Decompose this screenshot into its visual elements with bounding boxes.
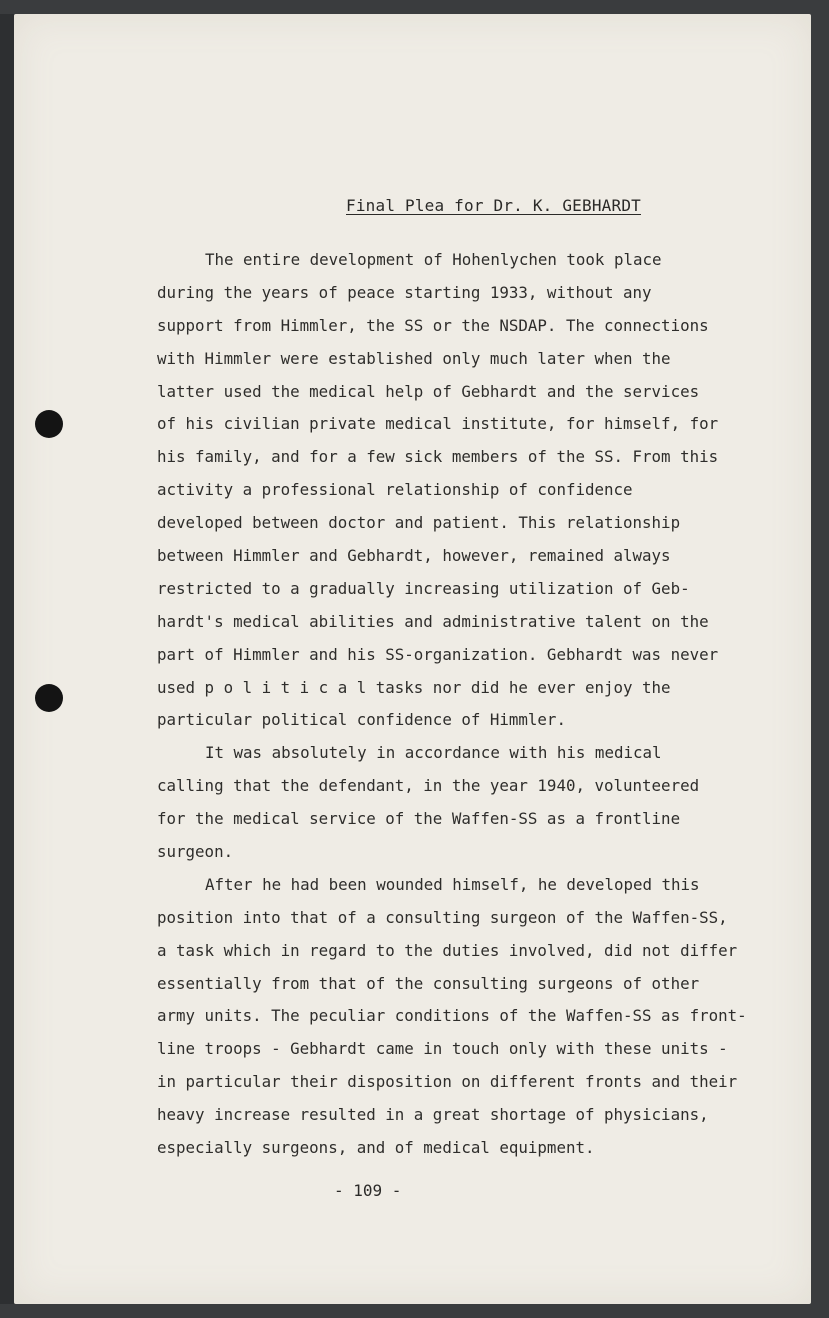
text-line: It was absolutely in accordance with his medical [205, 743, 662, 763]
text-line: especially surgeons, and of medical equipment. [157, 1138, 595, 1158]
document-title: Final Plea for Dr. K. GEBHARDT [346, 196, 641, 215]
text-line: support from Himmler, the SS or the NSDAP. The connections [157, 315, 709, 335]
text-line: a task which in regard to the duties involved, did not differ [157, 940, 738, 960]
text-line: for the medical service of the Waffen-SS as a frontline [157, 809, 681, 829]
text-line: line troops - Gebhardt came in touch only with these units - [157, 1039, 728, 1059]
text-line: restricted to a gradually increasing utilization of Geb- [157, 578, 690, 598]
text-line: army units. The peculiar conditions of the Waffen-SS as front- [157, 1006, 747, 1026]
text-line: in particular their disposition on different fronts and their [157, 1072, 738, 1092]
punch-hole-lower [35, 684, 63, 712]
text-line: surgeon. [157, 842, 234, 862]
text-line: particular political confidence of Himmler. [157, 710, 566, 730]
document-body [157, 244, 767, 1165]
scanner-edge [0, 14, 14, 1304]
text-line: used p o l i t i c a l tasks nor did he ever enjoy the [157, 677, 671, 697]
page-number: - 109 - [334, 1181, 402, 1200]
text-line: between Himmler and Gebhardt, however, remained always [157, 546, 671, 566]
text-line: latter used the medical help of Gebhardt and the services [157, 381, 700, 401]
text-line: The entire development of Hohenlychen took place [205, 250, 662, 269]
text-line: during the years of peace starting 1933, without any [157, 282, 652, 302]
text-line: After he had been wounded himself, he developed this [205, 874, 700, 894]
text-line: heavy increase resulted in a great shortage of physicians, [157, 1105, 709, 1125]
text-line: part of Himmler and his SS-organization. Gebhardt was never [157, 644, 719, 664]
text-line: position into that of a consulting surgeon of the Waffen-SS, [157, 907, 728, 927]
text-line: developed between doctor and patient. This relationship [157, 513, 681, 533]
text-line: essentially from that of the consulting surgeons of other [157, 973, 700, 993]
text-line: activity a professional relationship of confidence [157, 480, 633, 500]
punch-hole-upper [35, 410, 63, 438]
text-line: his family, and for a few sick members of the SS. From this [157, 447, 719, 467]
text-line: hardt's medical abilities and administrative talent on the [157, 611, 709, 631]
text-line: with Himmler were established only much later when the [157, 348, 671, 368]
text-line: of his civilian private medical institute, for himself, for [157, 414, 719, 434]
text-line: calling that the defendant, in the year 1940, volunteered [157, 776, 700, 796]
